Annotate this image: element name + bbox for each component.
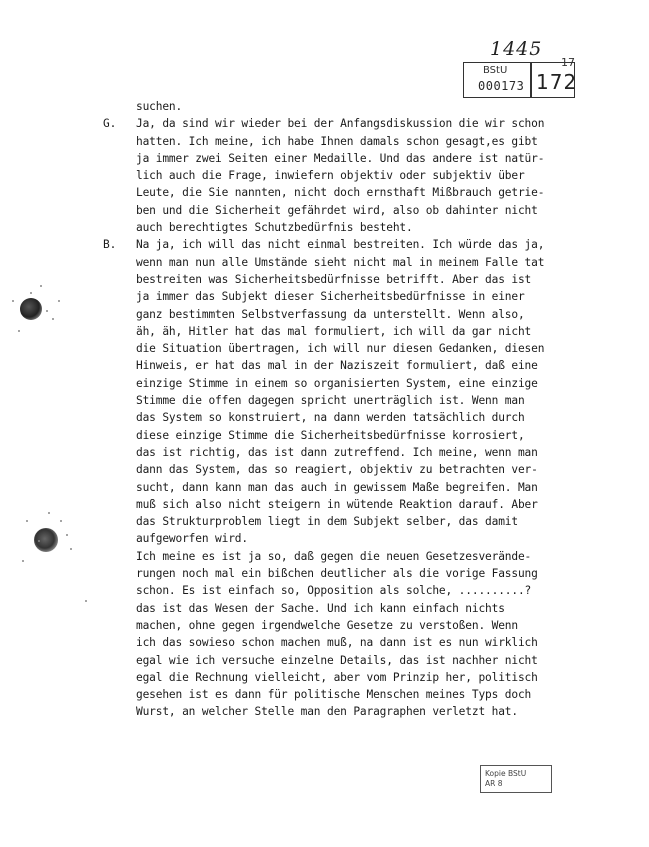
transcript-line [103,617,583,634]
transcript-line [103,271,583,288]
noise-speck [18,330,20,332]
transcript-line [103,288,583,305]
transcript-line [103,184,583,201]
archive-stamp-line2: AR 8 [485,779,503,788]
noise-speck [38,540,40,542]
noise-speck [46,310,48,312]
noise-speck [85,600,87,602]
line-text: das Strukturproblem liegt in dem Subjekt selber, das damit [136,515,518,529]
transcript-line [103,565,583,582]
transcript-line [103,254,583,271]
transcript-line [103,306,583,323]
transcript-line [103,582,583,599]
line-text: äh, äh, Hitler hat das mal formuliert, ich will da gar nicht [136,324,532,338]
archive-copy-stamp [480,765,552,793]
transcript-line [103,530,583,547]
transcript-line [103,375,583,392]
noise-speck [12,300,14,302]
line-text: ja immer das Subjekt dieser Sicherheitsbedürfnisse in einer [136,290,525,304]
line-text: Ich meine es ist ja so, daß gegen die neuen Gesetzesverände- [136,549,532,563]
noise-speck [52,318,54,320]
line-text: Na ja, ich will das nicht einmal bestreiten. Ich würde das ja, [136,238,545,252]
transcript-line [103,548,583,565]
punch-hole-top [20,298,42,320]
transcript-line [103,496,583,513]
transcript-line [103,634,583,651]
line-text: rungen noch mal ein bißchen deutlicher als die vorige Fassung [136,567,538,581]
line-text: einzige Stimme in einem so organisierten System, eine einzige [136,376,538,390]
line-text: suchen. [136,100,183,113]
line-text: wenn man nun alle Umstände sieht nicht mal in meinem Falle tat [136,255,545,269]
transcript-line [103,409,583,426]
page-number-small: 17 [561,56,575,69]
speaker-label: B. [103,238,117,252]
transcript-line [103,340,583,357]
line-text: schon. Es ist einfach so, Opposition als solche, ..........? [136,584,532,598]
line-text: dann das System, das so reagiert, objektiv zu betrachten ver- [136,463,538,477]
stamp-page-number: 172 [536,70,578,94]
transcript-line [103,357,583,374]
handwritten-archive-number: 1445 [490,38,543,60]
transcript-line [103,479,583,496]
transcript-line [103,219,583,236]
transcript-line [103,150,583,167]
line-text: lich auch die Frage, inwiefern objektiv oder subjektiv über [136,169,525,183]
noise-speck [48,512,50,514]
transcript-line [103,98,583,115]
line-text: das ist richtig, das ist dann zutreffend. Ich meine, wenn man [136,445,538,459]
transcript-line [103,167,583,184]
speaker-label: G. [103,117,117,131]
line-text: bestreiten was Sicherheitsbedürfnisse betrifft. Aber das ist [136,272,532,286]
stamp-number: 000173 [478,79,525,93]
line-text: aufgeworfen wird. [136,532,248,546]
stamp-divider [530,62,532,98]
line-text: Hinweis, er hat das mal in der Naziszeit formuliert, daß eine [136,359,538,373]
transcript-line [103,652,583,669]
archive-stamp-line1: Kopie BStU [485,769,527,778]
transcript-body [103,98,583,721]
noise-speck [26,520,28,522]
transcript-line [103,461,583,478]
line-text: Wurst, an welcher Stelle man den Paragraphen verletzt hat. [136,705,518,719]
transcript-line [103,115,583,132]
line-text: ben und die Sicherheit gefährdet wird, also ob dahinter nicht [136,203,538,217]
line-text: machen, ohne gegen irgendwelche Gesetze zu verstoßen. Wenn [136,618,518,632]
line-text: muß sich also nicht steigern in wütende Reaktion darauf. Aber [136,497,538,511]
transcript-line [103,513,583,530]
noise-speck [40,285,42,287]
line-text: gesehen ist es dann für politische Menschen meines Typs doch [136,688,532,702]
line-text: Stimme die offen dagegen spricht unerträglich ist. Wenn man [136,394,525,408]
noise-speck [60,520,62,522]
line-text: ja immer zwei Seiten einer Medaille. Und das andere ist natür- [136,151,545,165]
transcript-line [103,236,583,253]
noise-speck [58,300,60,302]
transcript-line [103,427,583,444]
noise-speck [70,548,72,550]
transcript-line [103,202,583,219]
line-text: Ja, da sind wir wieder bei der Anfangsdiskussion die wir schon [136,117,545,131]
transcript-line [103,133,583,150]
stamp-org: BStU [483,65,508,76]
transcript-line [103,669,583,686]
noise-speck [22,560,24,562]
noise-speck [30,292,32,294]
transcript-line [103,323,583,340]
transcript-line [103,600,583,617]
line-text: diese einzige Stimme die Sicherheitsbedürfnisse korrosiert, [136,428,525,442]
line-text: ich das sowieso schon machen muß, na dann ist es nun wirklich [136,636,538,650]
transcript-line [103,703,583,720]
line-text: egal die Rechnung vielleicht, aber vom Prinzip her, politisch [136,670,538,684]
line-text: die Situation übertragen, ich will nur diesen Gedanken, diesen [136,342,545,356]
line-text: ganz bestimmten Selbstverfassung da unterstellt. Wenn also, [136,307,525,321]
line-text: das System so konstruiert, na dann werden tatsächlich durch [136,411,525,425]
transcript-line [103,444,583,461]
line-text: egal wie ich versuche einzelne Details, das ist nachher nicht [136,653,538,667]
line-text: auch berechtigtes Schutzbedürfnis besteht. [136,221,413,235]
line-text: das ist das Wesen der Sache. Und ich kann einfach nichts [136,601,505,615]
transcript-line [103,392,583,409]
line-text: sucht, dann kann man das auch in gewissem Maße begreifen. Man [136,480,538,494]
line-text: Leute, die Sie nannten, nicht doch ernsthaft Mißbrauch getrie- [136,186,545,200]
transcript-line [103,686,583,703]
noise-speck [66,534,68,536]
line-text: hatten. Ich meine, ich habe Ihnen damals schon gesagt,es gibt [136,134,538,148]
